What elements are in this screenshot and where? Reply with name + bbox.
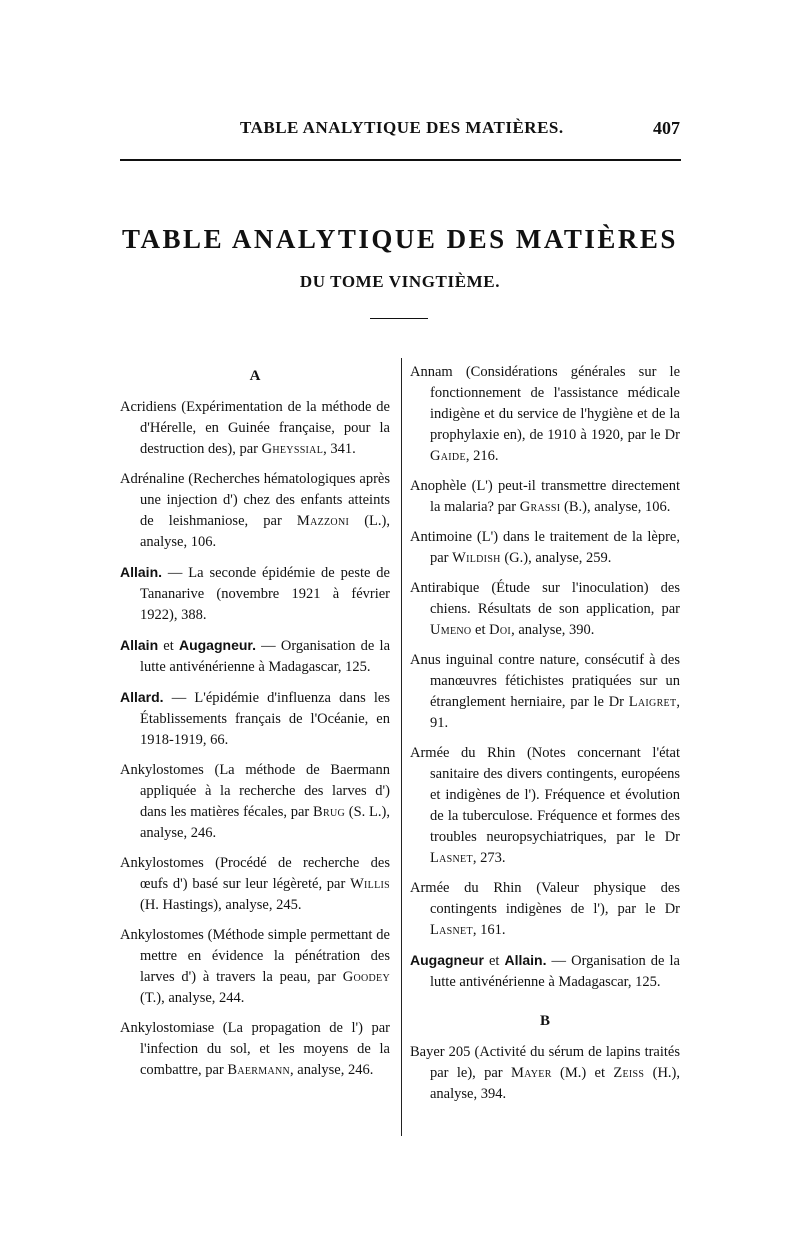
index-entry-ankylostomiase: Ankylostomiase (La propagation de l') par l'infection du sol, et les moyens de la combattre, par Baermann, analyse, 246. — [120, 1020, 390, 1078]
index-entry-armee-rhin-notes: Armée du Rhin (Notes concernant l'état sanitaire des divers contingents, européens et indigènes de l'). Fréquence et évolution de la tuberculose. Fréquence et formes des troubles neuropsychiatriques, par le Dr Lasnet, 273. — [410, 745, 680, 866]
index-entry-ankylostomes-penetration: Ankylostomes (Méthode simple permettant de mettre en évidence la pénétration des larves d') à travers la peau, par Goodey (T.), analyse, 244. — [120, 927, 390, 1006]
index-entry-antimoine: Antimoine (L') dans le traitement de la lèpre, par Wildish (G.), analyse, 259. — [410, 529, 680, 566]
index-entry-augagneur: Augagneur et Allain. — Organisation de la lutte antivénérienne à Madagascar, 125. — [410, 952, 680, 990]
index-entry-ankylostomes-baermann: Ankylostomes (La méthode de Baermann appliquée à la recherche des larves d') dans les matières fécales, par Brug (S. L.), analyse, 246. — [120, 762, 390, 841]
section-heading-a: A — [249, 368, 261, 384]
section-heading-b: B — [539, 1013, 550, 1029]
column-divider — [401, 358, 402, 1136]
running-title: TABLE ANALYTIQUE DES MATIÈRES. — [240, 118, 564, 137]
index-entry-bayer: Bayer 205 (Activité du sérum de lapins traités par le), par Mayer (M.) et Zeiss (H.), analyse, 394. — [410, 1044, 681, 1102]
index-entry-antirabique: Antirabique (Étude sur l'inoculation) des chiens. Résultats de son application, par Umeno et Doi, analyse, 390. — [410, 580, 680, 638]
index-entry-allain-augagneur: Allain et Augagneur. — Organisation de la lutte antivénérienne à Madagascar, 125. — [120, 637, 391, 675]
page-number: 407 — [653, 118, 680, 138]
index-entry-allard: Allard. — L'épidémie d'influenza dans les Établissements français de l'Océanie, en 1918-1919, 66. — [120, 689, 390, 748]
index-entry-ankylostomes-oeufs: Ankylostomes (Procédé de recherche des œufs d') basé sur leur légèreté, par Willis (H. Hastings), analyse, 245. — [120, 855, 390, 913]
header-rule — [120, 159, 681, 161]
index-entry-annam: Annam (Considérations générales sur le fonctionnement de l'assistance médicale indigène et du service de l'hygiène et de la prophylaxie en), de 1910 à 1920, par le Dr Gaide, 216. — [410, 364, 680, 464]
index-entry-armee-rhin-valeur: Armée du Rhin (Valeur physique des contingents indigènes de l'), par le Dr Lasnet, 161. — [410, 880, 680, 938]
index-entry-adrenaline: Adrénaline (Recherches hématologiques après une injection d') chez des enfants atteints de leishmaniose, par Mazzoni (L.), analyse, 106. — [120, 471, 390, 550]
title-rule — [370, 318, 428, 319]
index-entry-anus: Anus inguinal contre nature, consécutif à des manœuvres fétichistes pratiquées sur un étranglement herniaire, par le Dr Laigret, 91. — [410, 652, 680, 731]
page-subtitle: DU TOME VINGTIÈME. — [299, 272, 501, 291]
right-column — [410, 362, 680, 1114]
index-entry-acridiens: Acridiens (Expérimentation de la méthode de d'Hérelle, en Guinée française, pour la destruction des), par Gheyssial, 341. — [120, 399, 390, 457]
running-head — [120, 118, 680, 146]
index-entry-allain: Allain. — La seconde épidémie de peste de Tananarive (novembre 1921 à février 1922), 388. — [120, 564, 390, 623]
left-column — [120, 362, 390, 1090]
index-entry-anophele: Anophèle (L') peut-il transmettre directement la malaria? par Grassi (B.), analyse, 106. — [410, 478, 680, 515]
page-title: TABLE ANALYTIQUE DES MATIÈRES — [122, 224, 678, 254]
